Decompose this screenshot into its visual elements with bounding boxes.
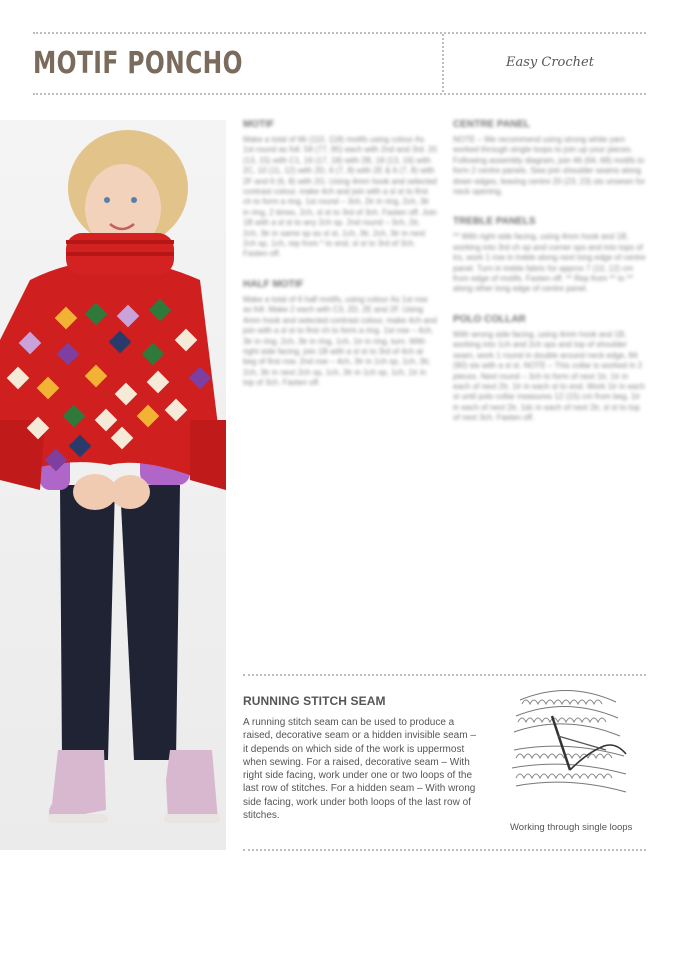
- box-bottom-rule: [243, 849, 646, 851]
- child-in-poncho-illustration: [0, 120, 226, 850]
- child-poncho-photo: [0, 120, 226, 850]
- header-bottom-rule: [33, 93, 646, 95]
- motif-instructions: Make a total of 66 (110, 118) motifs using colour As 1st round as foll. 58 (77, 95) each with 2nd and 3rd. 20 (13, 15) with C1, 16 (17, 18) with 2B, 18 (13, 16) with 2C, 10 (11, 12) with 2D, 6 (7, 8) with 2E & 6 (7, 8) with 2F and 6 (6, 8) with 2G. Using 4mm hook and selected contrast colour, make 4ch and join with a sl st to first ch to form a ring. 1st round – 3ch, 2tr in ring, 2ch, 3tr in ring, 2 times, 2ch, sl st to 3rd of 3ch. Fasten off. Join 1B with a sl st to any 2ch sp. 2nd round – 3ch, 2tr, 2ch, 3tr in same sp as sl st, 1ch, 3tr, 2ch, 3tr in next 2ch sp, 1ch, rep from * to end, sl st to 3rd of 3ch. Fasten off.: [243, 135, 437, 259]
- pattern-column-left: [243, 118, 437, 407]
- centre-panel-instructions: NOTE – We recommend using strong white yarn worked through single loops to join up your pieces. Following assembly diagram, join 46 (64, 68) motifs to form 2 centre panels. Sew join shoulder seams along down edges, leaving centre 20 (23, 23) sts unsewn for neck opening.: [453, 135, 646, 197]
- header-top-rule: [33, 32, 646, 34]
- centre-panel-heading: CENTRE PANEL: [453, 119, 531, 130]
- motif-heading: MOTIF: [243, 119, 275, 130]
- pattern-column-right: [453, 118, 647, 442]
- running-stitch-title: RUNNING STITCH SEAM: [243, 694, 386, 708]
- header-divider: [442, 34, 444, 92]
- box-top-rule: [243, 674, 646, 676]
- category-label: Easy Crochet: [506, 55, 594, 70]
- crochet-seam-diagram-icon: [508, 680, 638, 815]
- diagram-caption: Working through single loops: [510, 822, 633, 833]
- polo-collar-instructions: With wrong side facing, using 4mm hook and 1B, working into 1ch and 2ch sps and top of shoulder seam, work 1 round in double around neck edge, 84 (90) sts with a sl st. NOTE – This collar is worked in 2 pieces. Next round – 3ch to form of next 1tr, 1tr in each of next 2tr, 1tr in each st to end. Work 1tr in each st until polo collar measures 12 (15) cm from beg, 1tr in each of next 2tr, 1dc in each of next 2tr, sl st to top of next 3ch. Fasten off.: [453, 329, 645, 423]
- treble-panels-heading: TREBLE PANELS: [453, 216, 536, 228]
- half-motif-heading: HALF MOTIF: [243, 278, 304, 290]
- polo-collar-heading: POLO COLLAR: [453, 313, 526, 325]
- half-motif-instructions: Make a total of 6 half motifs, using colour As 1st row as foll. Make 2 each with C3, 2D, 2E and 2F. Using 4mm hook and selected contrast colour, make 4ch and join with a sl st to first ch to form a ring. 1st row – 4ch, 3tr in ring, 2ch, 3tr in ring, 1ch, 1tr in ring, turn. With right side facing, join 1B with a sl st to 3rd of 4ch at beg of first row. 2nd row – 4ch, 3tr in 1ch sp, 1ch, 3tr, 2ch, 3tr in next 2ch sp, 1ch, 3tr in 1ch sp, 1ch, 1tr in top of 3ch. Fasten off.: [243, 294, 437, 388]
- treble-panels-instructions: ** With right side facing, using 4mm hook and 1B, working into 3rd ch sp and corner sps and into tops of trs, work 1 row in treble along next long edge of centre panel. Turn in treble fabric for approx 7 (10, 12) cm from edge of motifs. Fasten off. ** Rep from ** to ** along other long edge of centre panel.: [453, 232, 646, 294]
- page-title: MOTIF PONCHO: [33, 46, 243, 81]
- running-stitch-instructions: A running stitch seam can be used to produce a raised, decorative seam or a hidden invisible seam – it depends on which side of the work is uppermost when sewing. For a raised, decorative seam – With right side facing, work under one or two loops of the last row of stitches. For a hidden seam – With wrong side facing, work under both loops of the last row of stitches.: [243, 717, 476, 822]
